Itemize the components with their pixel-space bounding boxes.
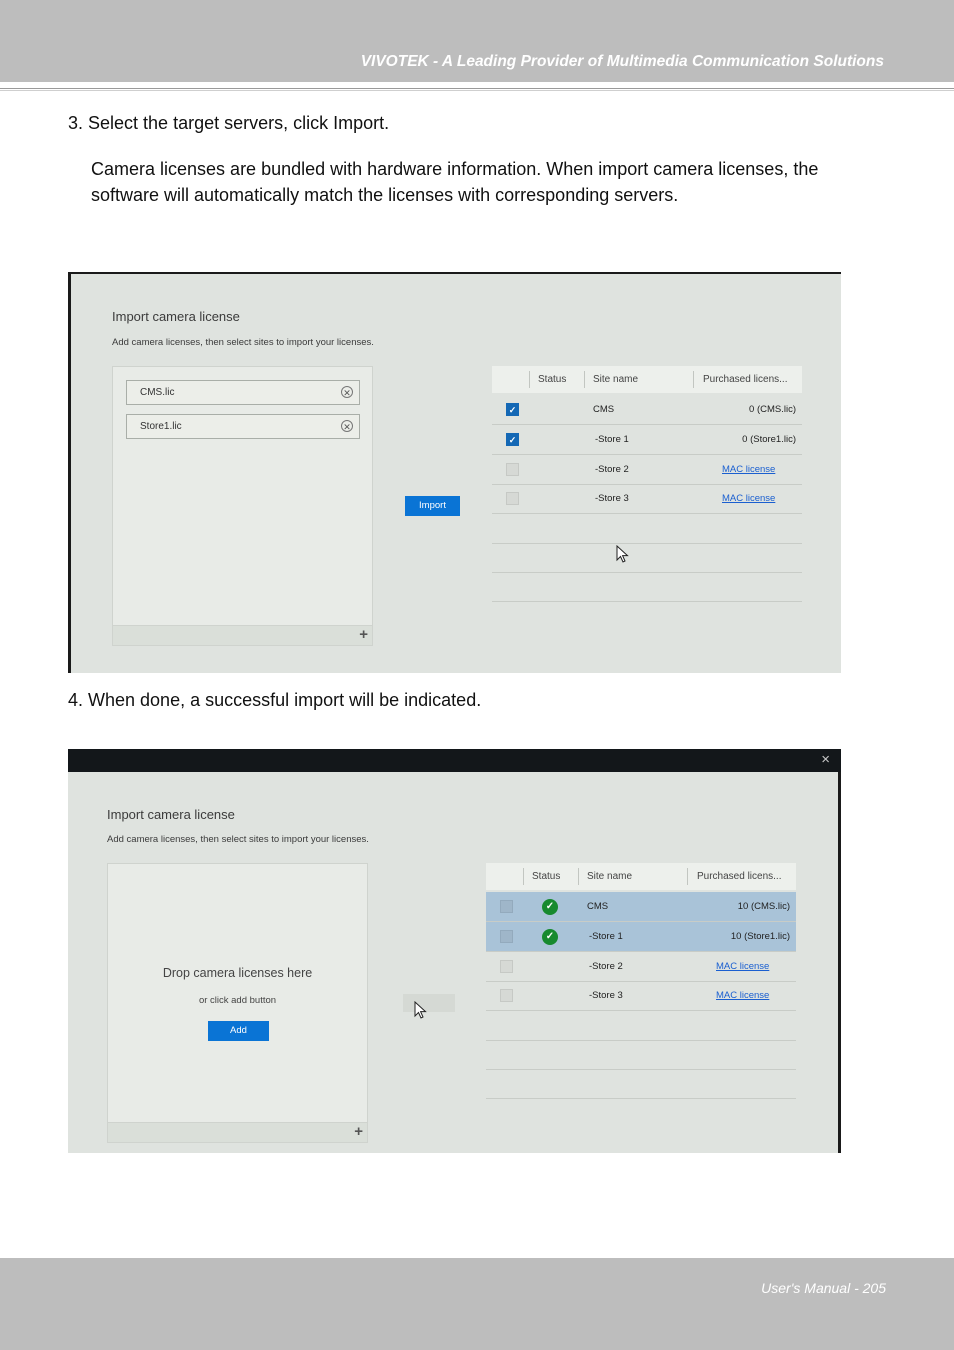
empty-row-line bbox=[492, 601, 802, 602]
row-checkbox[interactable] bbox=[506, 463, 519, 476]
step-4-text: 4. When done, a successful import will be indicated. bbox=[68, 690, 482, 710]
site-name: -Store 1 bbox=[595, 434, 629, 445]
site-name: CMS bbox=[593, 404, 615, 415]
license-file-item[interactable] bbox=[126, 414, 360, 439]
column-purchased-licenses[interactable]: Purchased licens... bbox=[697, 871, 782, 882]
table-row[interactable] bbox=[492, 395, 802, 425]
empty-row-line bbox=[492, 543, 802, 544]
header-title: VIVOTEK - A Leading Provider of Multimedia Communication Solutions bbox=[360, 53, 884, 70]
column-separator bbox=[693, 371, 694, 388]
drop-zone-title: Drop camera licenses here bbox=[162, 966, 313, 980]
row-checkbox[interactable] bbox=[500, 989, 513, 1002]
column-separator bbox=[529, 371, 530, 388]
column-status[interactable]: Status bbox=[532, 871, 561, 882]
table-row[interactable] bbox=[486, 952, 796, 982]
screenshot-select-servers bbox=[68, 272, 841, 673]
header-rule bbox=[0, 88, 954, 89]
site-name: CMS bbox=[587, 901, 609, 912]
step-3-text: 3. Select the target servers, click Import. bbox=[68, 113, 390, 133]
site-name: -Store 2 bbox=[595, 464, 629, 475]
row-checkbox[interactable]: ✓ bbox=[506, 403, 519, 416]
mouse-cursor-icon bbox=[414, 1001, 428, 1019]
page-number: User's Manual - 205 bbox=[761, 1280, 886, 1296]
column-separator bbox=[687, 868, 688, 885]
purchased-license: 0 (CMS.lic) bbox=[749, 404, 796, 415]
panel-footer bbox=[113, 625, 372, 645]
dialog-title: Import camera license bbox=[112, 309, 240, 324]
close-icon[interactable]: × bbox=[821, 751, 830, 768]
screenshot-import-success bbox=[68, 749, 841, 1153]
table-header bbox=[486, 863, 796, 890]
window-border bbox=[838, 772, 841, 1153]
license-file-item[interactable] bbox=[126, 380, 360, 405]
column-separator bbox=[584, 371, 585, 388]
license-file-panel bbox=[112, 366, 373, 646]
row-checkbox[interactable] bbox=[500, 900, 513, 913]
row-checkbox[interactable] bbox=[506, 492, 519, 505]
page-footer bbox=[0, 1258, 954, 1350]
column-status[interactable]: Status bbox=[538, 374, 567, 385]
mac-license-link[interactable]: MAC license bbox=[722, 493, 776, 504]
dialog-subtitle: Add camera licenses, then select sites to import your licenses. bbox=[112, 337, 374, 348]
site-table bbox=[486, 863, 796, 1103]
page-header bbox=[0, 0, 954, 82]
table-row[interactable] bbox=[492, 455, 802, 485]
empty-row-line bbox=[492, 572, 802, 573]
license-drop-zone[interactable] bbox=[107, 863, 368, 1143]
row-checkbox[interactable] bbox=[500, 960, 513, 973]
import-button-disabled bbox=[403, 994, 455, 1012]
table-row[interactable] bbox=[492, 484, 802, 514]
column-site-name[interactable]: Site name bbox=[593, 374, 639, 385]
column-separator bbox=[523, 868, 524, 885]
purchased-license: 10 (CMS.lic) bbox=[737, 901, 790, 912]
mac-license-link[interactable]: MAC license bbox=[722, 464, 776, 475]
site-table bbox=[492, 366, 802, 606]
table-row[interactable] bbox=[486, 892, 796, 922]
panel-footer bbox=[108, 1122, 367, 1142]
mac-license-link[interactable]: MAC license bbox=[716, 961, 770, 972]
mac-license-link[interactable]: MAC license bbox=[716, 990, 770, 1001]
license-file-name: Store1.lic bbox=[140, 421, 182, 432]
row-checkbox[interactable]: ✓ bbox=[506, 433, 519, 446]
header-rule-light bbox=[0, 90, 954, 91]
empty-row-line bbox=[486, 1040, 796, 1041]
success-check-icon: ✓ bbox=[542, 929, 558, 945]
add-file-plus-icon[interactable]: + bbox=[354, 1123, 363, 1140]
column-purchased-licenses[interactable]: Purchased licens... bbox=[703, 374, 788, 385]
site-name: -Store 1 bbox=[589, 931, 623, 942]
step-3-note: Camera licenses are bundled with hardware information. When import camera licenses, the software will automatically match the licenses with corresponding servers. bbox=[91, 159, 819, 205]
add-file-plus-icon[interactable]: + bbox=[359, 626, 368, 643]
row-checkbox[interactable] bbox=[500, 930, 513, 943]
column-site-name[interactable]: Site name bbox=[587, 871, 633, 882]
success-check-icon: ✓ bbox=[542, 899, 558, 915]
site-name: -Store 3 bbox=[589, 990, 623, 1001]
import-button[interactable]: Import bbox=[405, 496, 460, 516]
add-button[interactable]: Add bbox=[208, 1021, 269, 1041]
site-name: -Store 3 bbox=[595, 493, 629, 504]
table-row[interactable] bbox=[492, 425, 802, 455]
mouse-cursor-icon bbox=[616, 545, 630, 563]
table-header bbox=[492, 366, 802, 393]
site-name: -Store 2 bbox=[589, 961, 623, 972]
clear-icon[interactable]: ✕ bbox=[341, 386, 353, 398]
column-separator bbox=[578, 868, 579, 885]
empty-row-line bbox=[486, 1069, 796, 1070]
window-title-bar bbox=[68, 749, 841, 772]
dialog-subtitle: Add camera licenses, then select sites to import your licenses. bbox=[107, 834, 369, 845]
empty-row-line bbox=[486, 1098, 796, 1099]
table-row[interactable] bbox=[486, 981, 796, 1011]
clear-icon[interactable]: ✕ bbox=[341, 420, 353, 432]
drop-zone-hint: or click add button bbox=[198, 995, 277, 1006]
purchased-license: 0 (Store1.lic) bbox=[742, 434, 796, 445]
table-row[interactable] bbox=[486, 922, 796, 952]
license-file-name: CMS.lic bbox=[140, 387, 175, 398]
purchased-license: 10 (Store1.lic) bbox=[730, 931, 790, 942]
dialog-title: Import camera license bbox=[107, 807, 235, 822]
